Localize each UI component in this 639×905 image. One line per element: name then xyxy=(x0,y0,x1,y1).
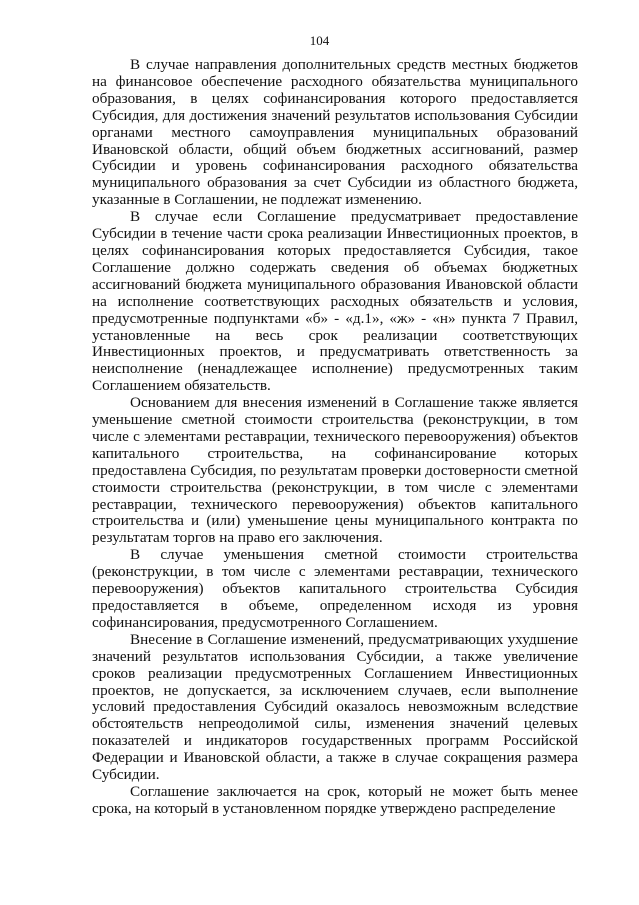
paragraph-partial-term-agreement: В случае если Соглашение предусматривает предоставление Субсидии в течение части срока реализации Инвестиционных проектов, в целях софинансирования которых предоставляется Субсидия, такое Соглашение должно содержать сведения об объемах бюджетных ассигнований бюджета муниципального образования Ивановской области на исполнение соответствующих расходных обязательств и условия, предусмотренные подпунктами «б» - «д.1», «ж» - «н» пункта 7 Правил, установленные на весь срок реализации соответствующих Инвестиционных проектов, и предусматривать ответственность за неисполнение (ненадлежащее исполнение) предусмотренных таким Соглашением обязательств. xyxy=(92,208,578,395)
body-text xyxy=(92,57,578,818)
paragraph-grounds-for-amendment: Основанием для внесения изменений в Соглашение также является уменьшение сметной стоимости строительства (реконструкции, в том числе с элементами реставрации, технического перевооружения) объектов капитального строительства, на софинансирование которых предоставлена Субсидия, по результатам проверки достоверности сметной стоимости строительства (реконструкции, в том числе с элементами реставрации, технического перевооружения) объектов капитального строительства и (или) уменьшение цены муниципального контракта по результатам торгов на право его заключения. xyxy=(92,394,579,547)
paragraph-amendment-restrictions: Внесение в Соглашение изменений, предусматривающих ухудшение значений результатов использования Субсидии, а также увеличение сроков реализации предусмотренных Соглашением Инвестиционных проектов, не допускается, за исключением случаев, если выполнение условий предоставления Субсидий оказалось невозможным вследствие обстоятельств непреодолимой силы, изменения значений целевых показателей и индикаторов государственных программ Российской Федерации и Ивановской области, а также в случае сокращения размера Субсидии. xyxy=(92,630,578,784)
paragraph-additional-local-funds: В случае направления дополнительных средств местных бюджетов на финансовое обеспечение расходного обязательства муниципального образования, в целях софинансирования которого предоставляется Субсидия, для достижения значений результатов использования Субсидии органами местного самоуправления муниципальных образований Ивановской области, общий объем бюджетных ассигнований, размер Субсидии и уровень софинансирования расходного обязательства муниципального образования за счет Субсидии из областного бюджета, указанные в Соглашении, не подлежат изменению. xyxy=(92,56,578,209)
paragraph-cost-reduction: В случае уменьшения сметной стоимости строительства (реконструкции, в том числе с элементами реставрации, технического перевооружения) объектов капитального строительства Субсидия предоставляется в объеме, определенном исходя из уровня софинансирования, предусмотренного Соглашением. xyxy=(92,546,578,631)
paragraph-agreement-term: Соглашение заключается на срок, который не может быть менее срока, на который в установленном порядке утверждено распределение xyxy=(92,782,578,817)
page-number: 104 xyxy=(309,33,330,48)
